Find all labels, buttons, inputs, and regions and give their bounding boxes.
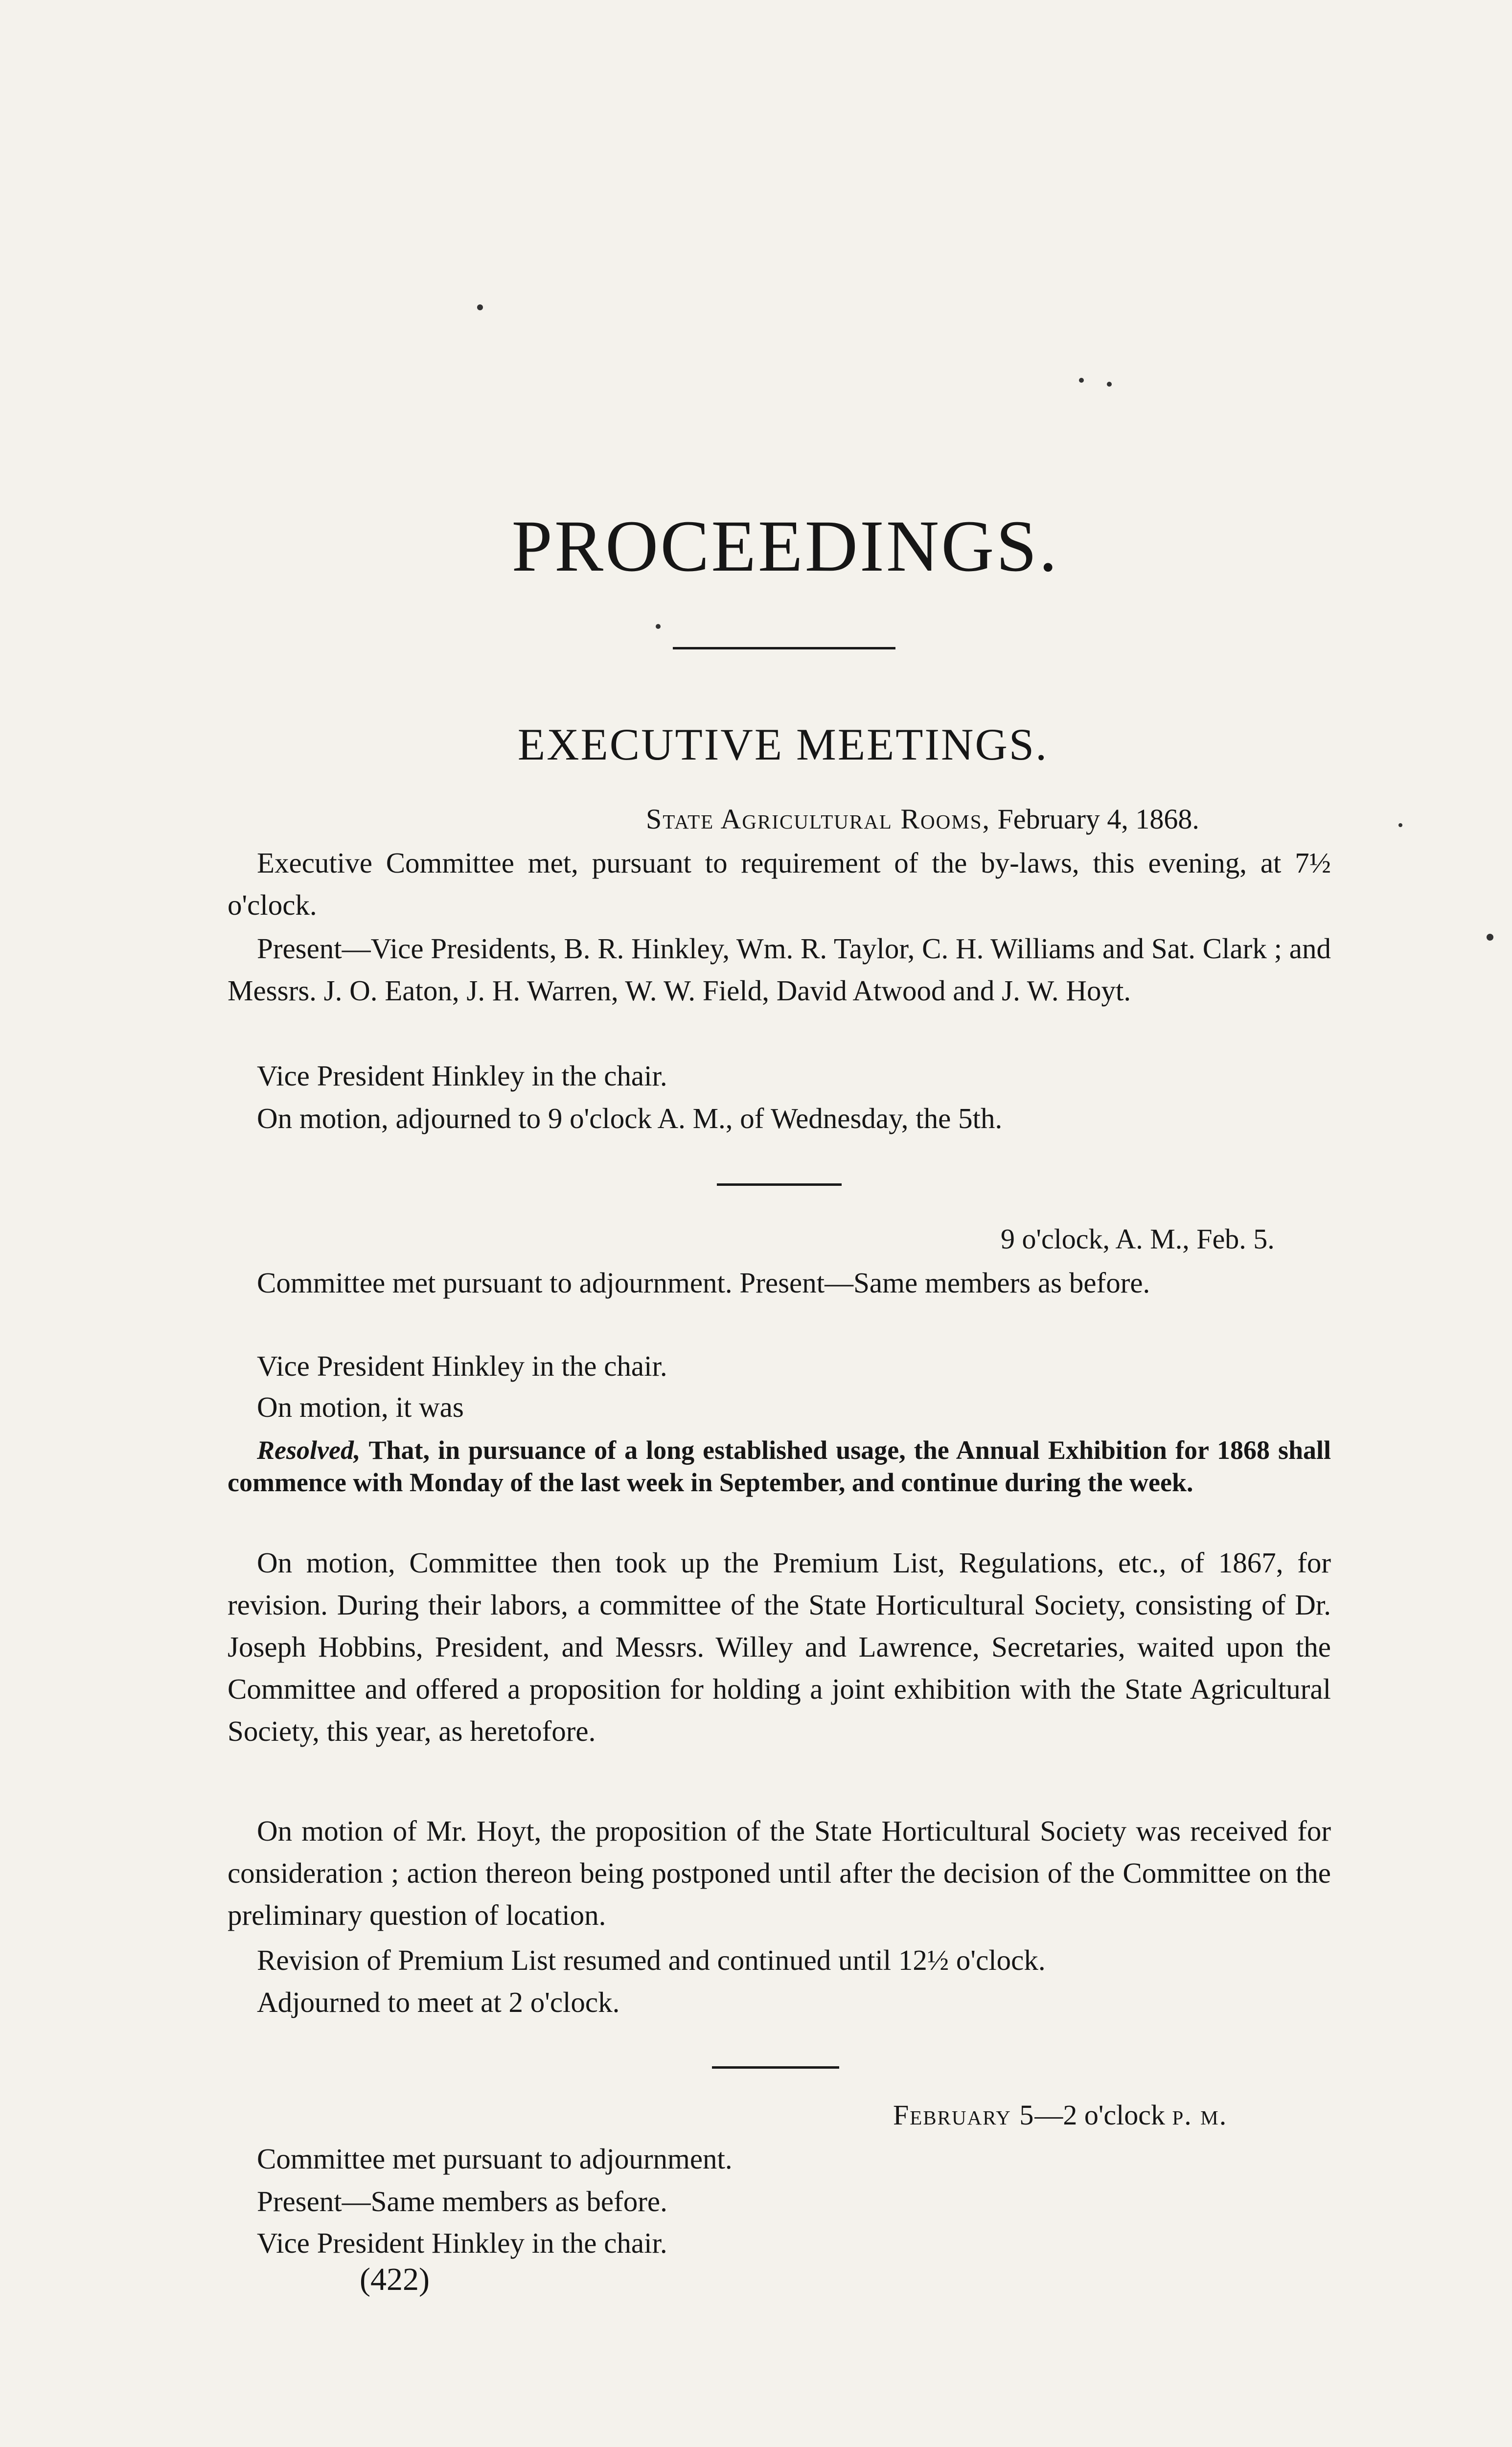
scan-speck (656, 624, 661, 629)
dateline-feb-4 (646, 803, 1199, 835)
paragraph-resolution (228, 1434, 1331, 1499)
dateline-date: February 4, 1868. (997, 803, 1199, 835)
scan-speck (1487, 934, 1493, 941)
paragraph-adjourned-2: Adjourned to meet at 2 o'clock. (257, 1986, 620, 2018)
dateline-pm-time: —2 o'clock (1034, 2099, 1165, 2131)
paragraph-committee-met-2: Committee met pursuant to adjournment. Present—Same members as before. (257, 1267, 1150, 1299)
paragraph-adjourned: On motion, adjourned to 9 o'clock A. M., of Wednesday, the 5th. (257, 1102, 1003, 1134)
scan-speck (1079, 378, 1084, 383)
resolved-lead: Resolved, (257, 1435, 361, 1465)
page-title: PROCEEDINGS. (511, 506, 1059, 587)
paragraph-committee-met-3: Committee met pursuant to adjournment. (257, 2143, 733, 2175)
paragraph-hoyt-motion: On motion of Mr. Hoyt, the proposition of the State Horticultural Society was received for consideration ; action thereon being postponed until after the decision of the Committee on the preliminary question of location. (228, 1815, 1331, 1931)
paragraph-on-motion: On motion, it was (257, 1391, 464, 1423)
paragraph-present-2: Present—Same members as before. (257, 2185, 667, 2217)
paragraph-chair: Vice President Hinkley in the chair. (257, 1060, 667, 1092)
dateline-place: State Agricultural Rooms, (646, 803, 991, 835)
resolved-text: That, in pursuance of a long established usage, the Annual Exhibition for 1868 shall commence with Monday of the last week in September, and continue during the week. (228, 1435, 1331, 1497)
divider-rule-2 (712, 2066, 839, 2069)
dateline-pm-date: February 5 (893, 2099, 1035, 2131)
paragraph-revision: Revision of Premium List resumed and continued until 12½ o'clock. (257, 1944, 1046, 1976)
page-number: (422) (360, 2262, 430, 2297)
paragraph-committee-met: Executive Committee met, pursuant to requirement of the by-laws, this evening, at 7½ o'clock. (228, 847, 1331, 921)
paragraph-present: Present—Vice Presidents, B. R. Hinkley, Wm. R. Taylor, C. H. Williams and Sat. Clark ; and Messrs. J. O. Eaton, J. H. Warren, W. W. Field, David Atwood and J. W. Hoyt. (228, 932, 1331, 1007)
dateline-feb-5-pm (893, 2099, 1227, 2131)
paragraph-chair-3: Vice President Hinkley in the chair. (257, 2227, 667, 2259)
title-rule (673, 647, 895, 649)
scan-speck (1398, 823, 1402, 827)
divider-rule-1 (717, 1183, 842, 1186)
section-heading: EXECUTIVE MEETINGS. (517, 719, 1049, 769)
paragraph-chair-2: Vice President Hinkley in the chair. (257, 1350, 667, 1382)
scan-speck (1107, 382, 1112, 387)
dateline-feb-5-am: 9 o'clock, A. M., Feb. 5. (1001, 1223, 1275, 1255)
paragraph-premium-list: On motion, Committee then took up the Premium List, Regulations, etc., of 1867, for revision. During their labors, a committee of the State Horticultural Society, consisting of Dr. Joseph Hobbins, President, and Messrs. Willey and Lawrence, Secretaries, waited upon the Committee and offered a proposition for holding a joint exhibition with the State Agricultural Society, this year, as heretofore. (228, 1547, 1331, 1747)
dateline-pm-suffix: p. m. (1172, 2099, 1228, 2131)
scan-speck (477, 304, 483, 310)
